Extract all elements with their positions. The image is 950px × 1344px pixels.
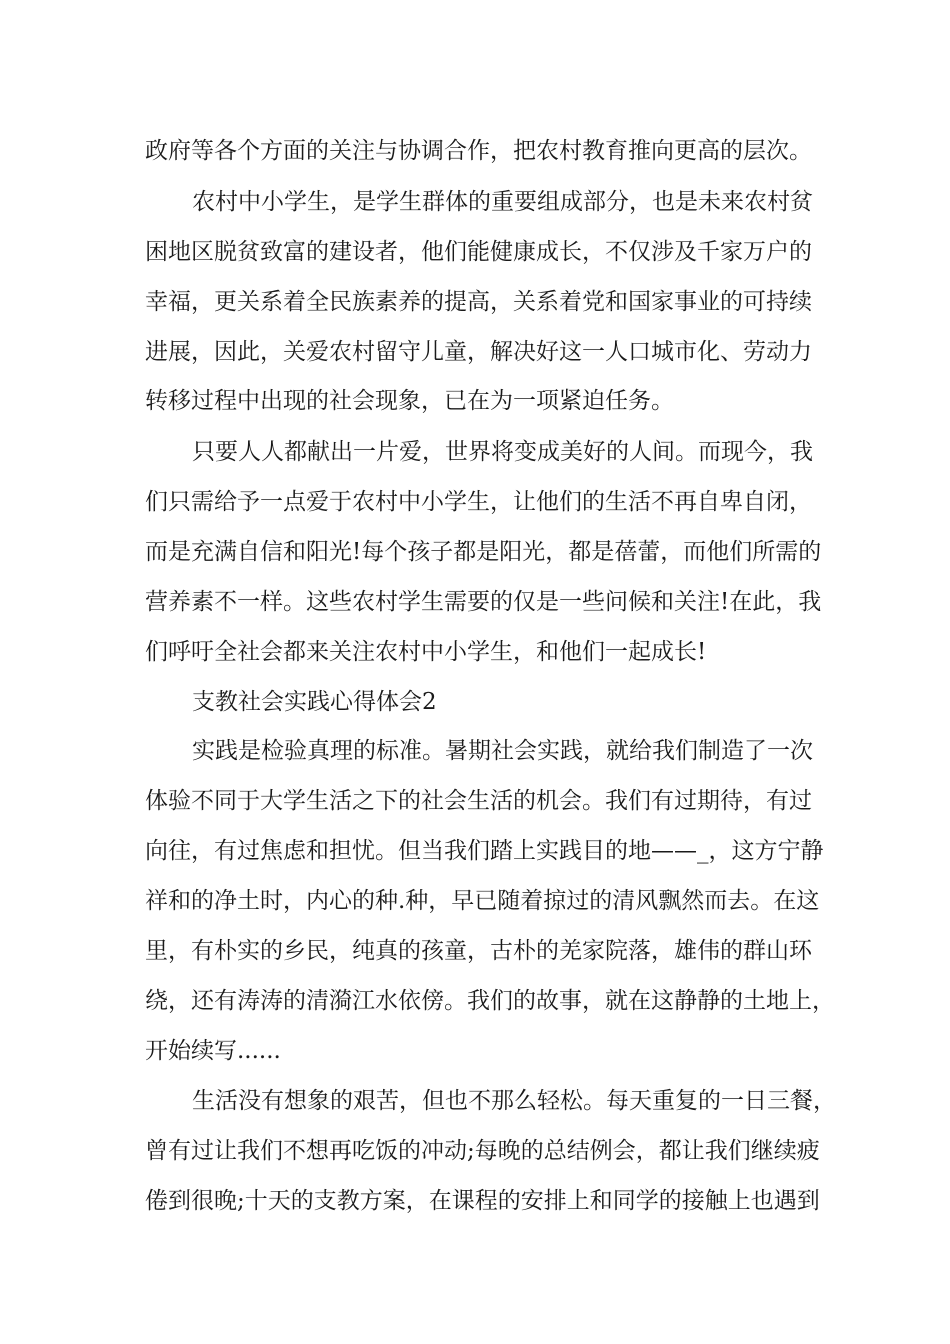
text-line: 农村中小学生，是学生群体的重要组成部分，也是未来农村贫 [192, 189, 813, 215]
text-line: 们呼吁全社会都来关注农村中小学生，和他们一起成长! [145, 639, 707, 665]
text-line: 而是充满自信和阳光!每个孩子都是阳光，都是蓓蕾，而他们所需的 [145, 539, 822, 565]
text-line: 曾有过让我们不想再吃饭的冲动;每晚的总结例会，都让我们继续疲 [145, 1138, 820, 1164]
text-line: 体验不同于大学生活之下的社会生活的机会。我们有过期待，有过 [145, 788, 812, 814]
text-line: 生活没有想象的艰苦，但也不那么轻松。每天重复的一日三餐， [192, 1088, 836, 1114]
section-heading: 支教社会实践心得体会2 [192, 689, 437, 715]
text-line: 困地区脱贫致富的建设者，他们能健康成长，不仅涉及千家万户的 [145, 239, 812, 265]
text-line: 幸福，更关系着全民族素养的提高，关系着党和国家事业的可持续 [145, 289, 812, 315]
text-line: 们只需给予一点爱于农村中小学生，让他们的生活不再自卑自闭， [145, 489, 812, 515]
text-line: 绕，还有涛涛的清漪江水依傍。我们的故事，就在这静静的土地上， [145, 988, 835, 1014]
text-line: 进展，因此，关爱农村留守儿童，解决好这一人口城市化、劳动力 [145, 339, 812, 365]
text-line: 转移过程中出现的社会现象，已在为一项紧迫任务。 [145, 388, 674, 414]
text-line: 里，有朴实的乡民，纯真的孩童，古朴的羌家院落，雄伟的群山环 [145, 938, 812, 964]
text-line: 向往，有过焦虑和担忧。但当我们踏上实践目的地——_，这方宁静 [145, 838, 824, 864]
text-line: 祥和的净土时，内心的种.种，早已随着掠过的清风飘然而去。在这 [145, 888, 820, 914]
text-line: 实践是检验真理的标准。暑期社会实践，就给我们制造了一次 [192, 738, 813, 764]
text-line: 营养素不一样。这些农村学生需要的仅是一些问候和关注!在此，我 [145, 589, 822, 615]
text-line: 开始续写...... [145, 1038, 281, 1064]
text-line: 只要人人都献出一片爱，世界将变成美好的人间。而现今，我 [192, 439, 813, 465]
text-line: 倦到很晚;十天的支教方案，在课程的安排上和同学的接触上也遇到 [145, 1188, 820, 1214]
text-line: 政府等各个方面的关注与协调合作，把农村教育推向更高的层次。 [145, 138, 812, 164]
